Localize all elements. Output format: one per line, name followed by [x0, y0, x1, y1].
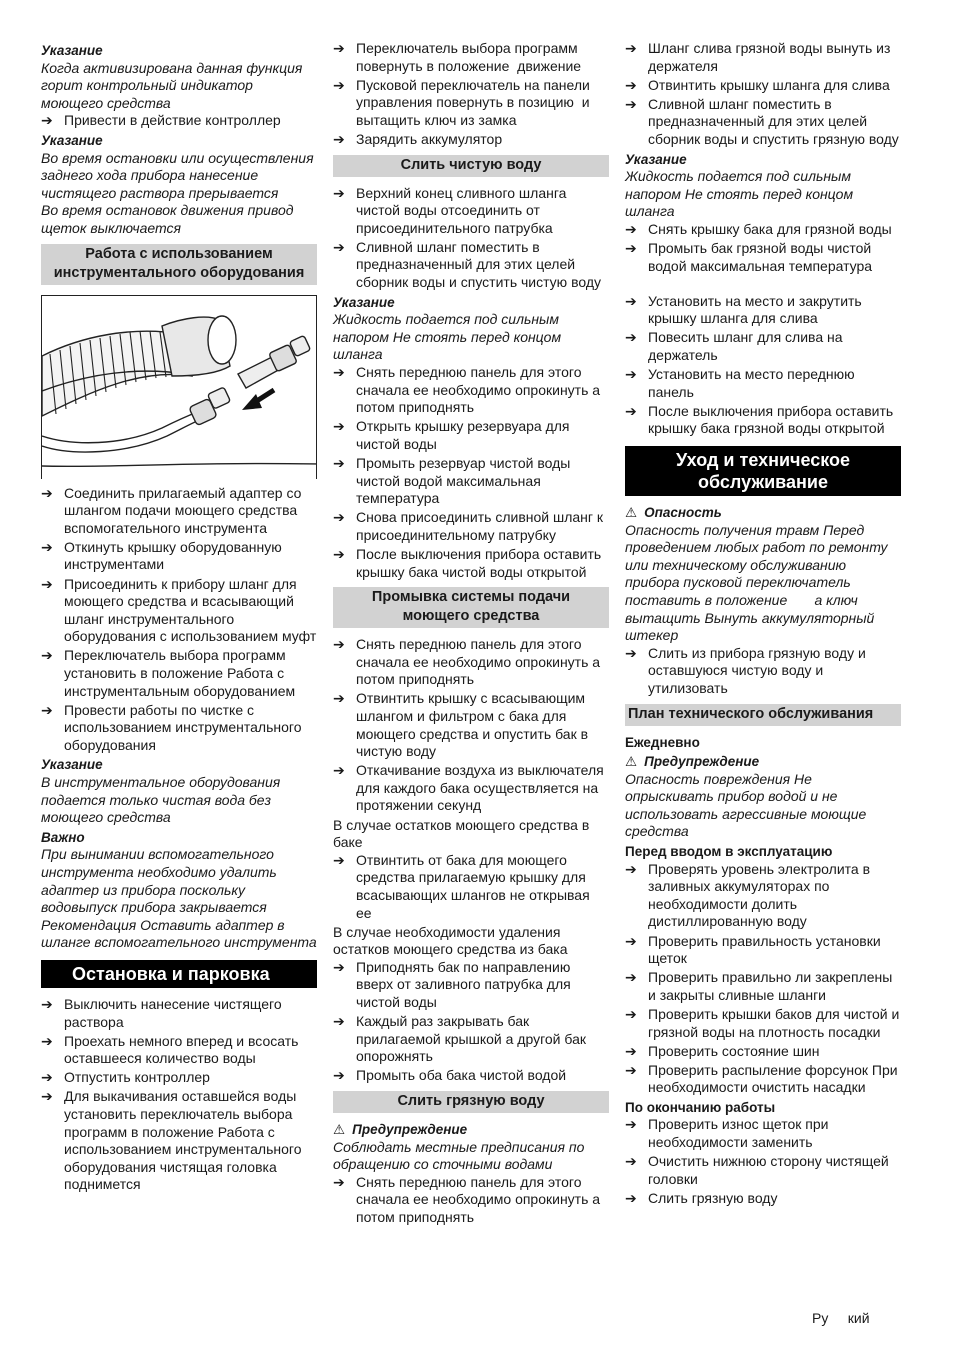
list-item: ➔ Проверить износ щеток при необходимости заменить: [625, 1116, 829, 1151]
note-heading: Указание: [41, 132, 103, 148]
arrow-right-icon: ➔: [333, 690, 345, 707]
section-heading-stop-parking: Остановка и парковка: [41, 960, 317, 988]
arrow-right-icon: ➔: [625, 1189, 637, 1206]
arrow-right-icon: ➔: [41, 1088, 53, 1105]
arrow-right-icon: ➔: [333, 184, 345, 201]
note-text: В инструментальное оборудования подается только чистая вода без моющего средства: [41, 774, 281, 826]
arrow-right-icon: ➔: [625, 969, 637, 986]
list-item: ➔ Сливной шланг поместить в предназначенный для этих целей сборник воды и спустить грязную воду: [625, 95, 899, 147]
arrow-right-icon: ➔: [333, 130, 345, 147]
important-text: При вынимании вспомогательного инструмента необходимо удалить адаптер из прибора поскольку водовыпуск прибора закрывается: [41, 846, 277, 916]
arrow-right-icon: ➔: [333, 364, 345, 380]
note-text: Во время остановки или осуществления заднего хода прибора нанесение чистящего раствора прерывается: [41, 149, 314, 201]
list-item: ➔ Промыть резервуар чистой воды чистой водой максимальная температура: [333, 454, 571, 507]
list-item: ➔ Проверить правильно ли закреплены и закрыты сливные шланги: [625, 969, 893, 1003]
arrow-right-icon: ➔: [333, 851, 345, 868]
arrow-right-icon: ➔: [333, 762, 345, 779]
after-work-heading: По окончанию работы: [625, 1099, 776, 1115]
arrow-right-icon: ➔: [625, 644, 637, 661]
page-footer-language: Ру кий: [812, 1310, 870, 1326]
arrow-right-icon: ➔: [333, 238, 345, 255]
list-item: ➔ Установить на место переднюю панель: [625, 366, 855, 400]
arrow-right-icon: ➔: [333, 636, 345, 653]
arrow-right-icon: ➔: [625, 292, 637, 309]
list-item: ➔ Снять переднюю панель для этого сначала ее необходимо опрокинуть а потом приподнять: [333, 364, 601, 416]
column-3: [625, 40, 901, 1209]
note-text: Жидкость подается под сильным напором Не стоять перед концом шланга: [333, 311, 562, 363]
list-item: ➔ Отвинтить от бака для моющего средства прилагаемую крышку для всасывающих шлангов не открывая ее: [333, 851, 590, 921]
arrow-right-icon: ➔: [625, 76, 637, 93]
list-item: ➔ Проверить крышки баков для чистой и грязной воды на плотность посадки: [625, 1005, 900, 1040]
arrow-right-icon: ➔: [333, 1173, 345, 1190]
list-item: ➔ Проверить распыление форсунок При необходимости очистить насадки: [625, 1061, 898, 1096]
arrow-right-icon: ➔: [625, 932, 637, 949]
section-heading-dirty-water: Слить грязную воду: [333, 1091, 609, 1113]
arrow-right-icon: ➔: [625, 1042, 637, 1059]
warning-heading: ⚠ Предупреждение: [333, 1121, 468, 1137]
body-text: В случае необходимости удаления остатков моющего средства из бака: [333, 923, 568, 958]
list-item: ➔ Слить из прибора грязную воду и оставшуюся чистую воду и утилизовать: [625, 644, 866, 696]
column-1: [41, 40, 317, 1196]
list-item: ➔ Зарядить аккумулятор: [333, 130, 503, 147]
note-heading: Указание: [41, 757, 103, 773]
list-item: ➔ Для выкачивания оставшейся воды установить переключатель выбора программ в положение Работа с использованием инструментального оборудования чистящая головка поднимется: [41, 1088, 302, 1193]
spacer: [625, 277, 901, 293]
arrow-right-icon: ➔: [625, 95, 637, 112]
list-item: ➔ Снять переднюю панель для этого сначала ее необходимо опрокинуть а потом приподнять: [333, 1173, 601, 1225]
section-heading-flush: Промывка системы подачи моющего средства: [333, 587, 609, 628]
list-item: ➔ Провести работы по чистке с использованием инструментального оборудования: [41, 701, 302, 753]
hose-adapter-image: [42, 296, 317, 479]
arrow-right-icon: ➔: [625, 1061, 637, 1078]
list-item: ➔ Отвинтить крышку с всасывающим шлангом и фильтром с бака для моющего средства и опустить бак в чистую воду: [333, 690, 589, 760]
danger-text: Опасность получения травм Перед проведением любых работ по ремонту или техническому обслуживанию прибора пусковой переключатель поставить в положение а ключ вытащить Вынуть аккумуляторный штекер: [625, 521, 888, 644]
section-heading-clean-water: Слить чистую воду: [333, 155, 609, 177]
arrow-right-icon: ➔: [625, 1116, 637, 1133]
list-item: ➔ Снова присоединить сливной шланг к присоединительному патрубку: [333, 509, 604, 543]
arrow-right-icon: ➔: [41, 647, 53, 664]
list-item: ➔ Пусковой переключатель на панели управления повернуть в позицию и вытащить ключ из замка: [333, 76, 590, 128]
note-heading: Указание: [625, 151, 687, 167]
arrow-right-icon: ➔: [625, 860, 637, 877]
section-heading-accessory: Работа с использованием инструментального оборудования: [41, 244, 317, 285]
list-item: ➔ Проверить состояние шин: [625, 1042, 820, 1059]
arrow-right-icon: ➔: [625, 1005, 637, 1022]
arrow-right-icon: ➔: [41, 701, 53, 718]
list-item: ➔ Каждый раз закрывать бак прилагаемой крышкой а другой бак опорожнять: [333, 1013, 586, 1065]
list-item: ➔ Проверить правильность установки щеток: [625, 932, 881, 967]
warning-triangle-icon: ⚠: [625, 754, 638, 770]
arrow-right-icon: ➔: [625, 1153, 637, 1170]
list-item: ➔ Соединить прилагаемый адаптер со шлангом подачи моющего средства вспомогательного инструмента: [41, 484, 302, 536]
warning-triangle-icon: ⚠: [333, 1121, 346, 1137]
warning-triangle-icon: ⚠: [625, 504, 638, 520]
list-item: ➔ Откачивание воздуха из выключателя для каждого бака осуществляется на протяжении секунд: [333, 762, 604, 814]
list-item: ➔ Отвинтить крышку шланга для слива: [625, 76, 890, 93]
list-item: ➔ Присоединить к прибору шланг для моющего средства и всасывающий шланг инструментального оборудования с использованием муфт: [41, 575, 317, 645]
note-heading: Указание: [41, 43, 103, 58]
list-item: ➔ Повесить шланг для слива на держатель: [625, 329, 843, 363]
arrow-right-icon: ➔: [333, 454, 345, 471]
list-item: ➔ Сливной шланг поместить в предназначенный для этих целей сборник воды и спустить чистую воду: [333, 238, 601, 291]
arrow-right-icon: ➔: [625, 329, 637, 346]
arrow-right-icon: ➔: [625, 402, 637, 419]
list-item: ➔ После выключения прибора оставить крышку бака чистой воды открытой: [333, 545, 602, 580]
danger-heading: ⚠ Опасность: [625, 504, 722, 520]
note-text: Во время остановок движения привод щеток выключается: [41, 202, 294, 236]
note-heading: Указание: [333, 294, 395, 310]
arrow-right-icon: ➔: [333, 509, 345, 526]
column-2: [333, 40, 609, 1228]
important-heading: Важно: [41, 829, 85, 845]
list-item: ➔ Переключатель выбора программ повернуть в положение движение: [333, 40, 582, 74]
list-item: ➔ Установить на место и закрутить крышку шланга для слива: [625, 292, 862, 327]
arrow-right-icon: ➔: [625, 220, 637, 237]
list-item: ➔ Привести в действие контроллер: [41, 112, 281, 129]
arrow-right-icon: ➔: [333, 958, 345, 975]
list-item: ➔ Промыть бак грязной воды чистой водой максимальная температура: [625, 240, 873, 274]
list-item: ➔ Откинуть крышку оборудованную инструментами: [41, 538, 282, 573]
arrow-right-icon: ➔: [41, 575, 53, 592]
arrow-right-icon: ➔: [41, 1032, 53, 1049]
list-item: ➔ Снять крышку бака для грязной воды: [625, 220, 892, 237]
arrow-right-icon: ➔: [333, 40, 345, 56]
list-item: ➔ Проехать немного вперед и всосать оставшееся количество воды: [41, 1032, 299, 1067]
arrow-right-icon: ➔: [333, 418, 345, 435]
list-item: ➔ После выключения прибора оставить крышку бака грязной воды открытой: [625, 402, 894, 437]
arrow-right-icon: ➔: [333, 1013, 345, 1030]
list-item: ➔ Переключатель выбора программ установить в положение Работа с инструментальным оборудованием: [41, 647, 296, 699]
list-item: ➔ Открыть крышку резервуара для чистой воды: [333, 418, 570, 452]
list-item: ➔ Очистить нижнюю сторону чистящей головки: [625, 1153, 889, 1187]
list-item: ➔ Промыть оба бака чистой водой: [333, 1067, 567, 1084]
warning-text: Опасность повреждения Не опрыскивать прибор водой и не использовать агрессивные моющие средства: [625, 770, 867, 840]
arrow-right-icon: ➔: [625, 366, 637, 383]
arrow-right-icon: ➔: [41, 538, 53, 555]
important-text: Рекомендация Оставить адаптер в шланге вспомогательного инструмента: [41, 916, 317, 951]
daily-heading: Ежедневно: [625, 734, 700, 750]
hose-adapter-illustration: [41, 295, 317, 479]
warning-heading: ⚠ Предупреждение: [625, 754, 760, 770]
section-heading-maintenance-plan: План технического обслуживания: [625, 704, 901, 726]
arrow-right-icon: ➔: [333, 545, 345, 562]
arrow-right-icon: ➔: [625, 240, 637, 257]
list-item: ➔ Выключить нанесение чистящего раствора: [41, 995, 282, 1030]
warning-text: Соблюдать местные предписания по обращению со сточными водами: [333, 1138, 585, 1173]
arrow-right-icon: ➔: [41, 484, 53, 501]
list-item: ➔ Отпустить контроллер: [41, 1069, 210, 1086]
arrow-right-icon: ➔: [333, 1067, 345, 1084]
list-item: ➔ Приподнять бак по направлению вверх от заливного патрубка для чистой воды: [333, 958, 571, 1010]
note-text: Когда активизирована данная функция горит контрольный индикатор моющего средства: [41, 59, 303, 111]
arrow-right-icon: ➔: [41, 995, 53, 1012]
list-item: ➔ Проверять уровень электролита в заливных аккумуляторах по необходимости долить дистиллированную воду: [625, 860, 871, 930]
list-item: ➔ Верхний конец сливного шланга чистой воды отсоединить от присоединительного патрубка: [333, 184, 567, 236]
list-item: ➔ Шланг слива грязной воды вынуть из держателя: [625, 40, 891, 74]
before-start-heading: Перед вводом в эксплуатацию: [625, 844, 833, 860]
body-text: В случае остатков моющего средства в баке: [333, 816, 590, 851]
arrow-right-icon: ➔: [41, 112, 53, 129]
arrow-right-icon: ➔: [625, 40, 637, 56]
section-heading-care: Уход и техническое обслуживание: [625, 446, 901, 496]
arrow-right-icon: ➔: [333, 76, 345, 93]
note-text: Жидкость подается под сильным напором Не стоять перед концом шланга: [625, 168, 854, 220]
arrow-right-icon: ➔: [41, 1069, 53, 1086]
list-item: ➔ Снять переднюю панель для этого сначала ее необходимо опрокинуть а потом приподнять: [333, 636, 601, 688]
list-item: ➔ Слить грязную воду: [625, 1189, 778, 1206]
